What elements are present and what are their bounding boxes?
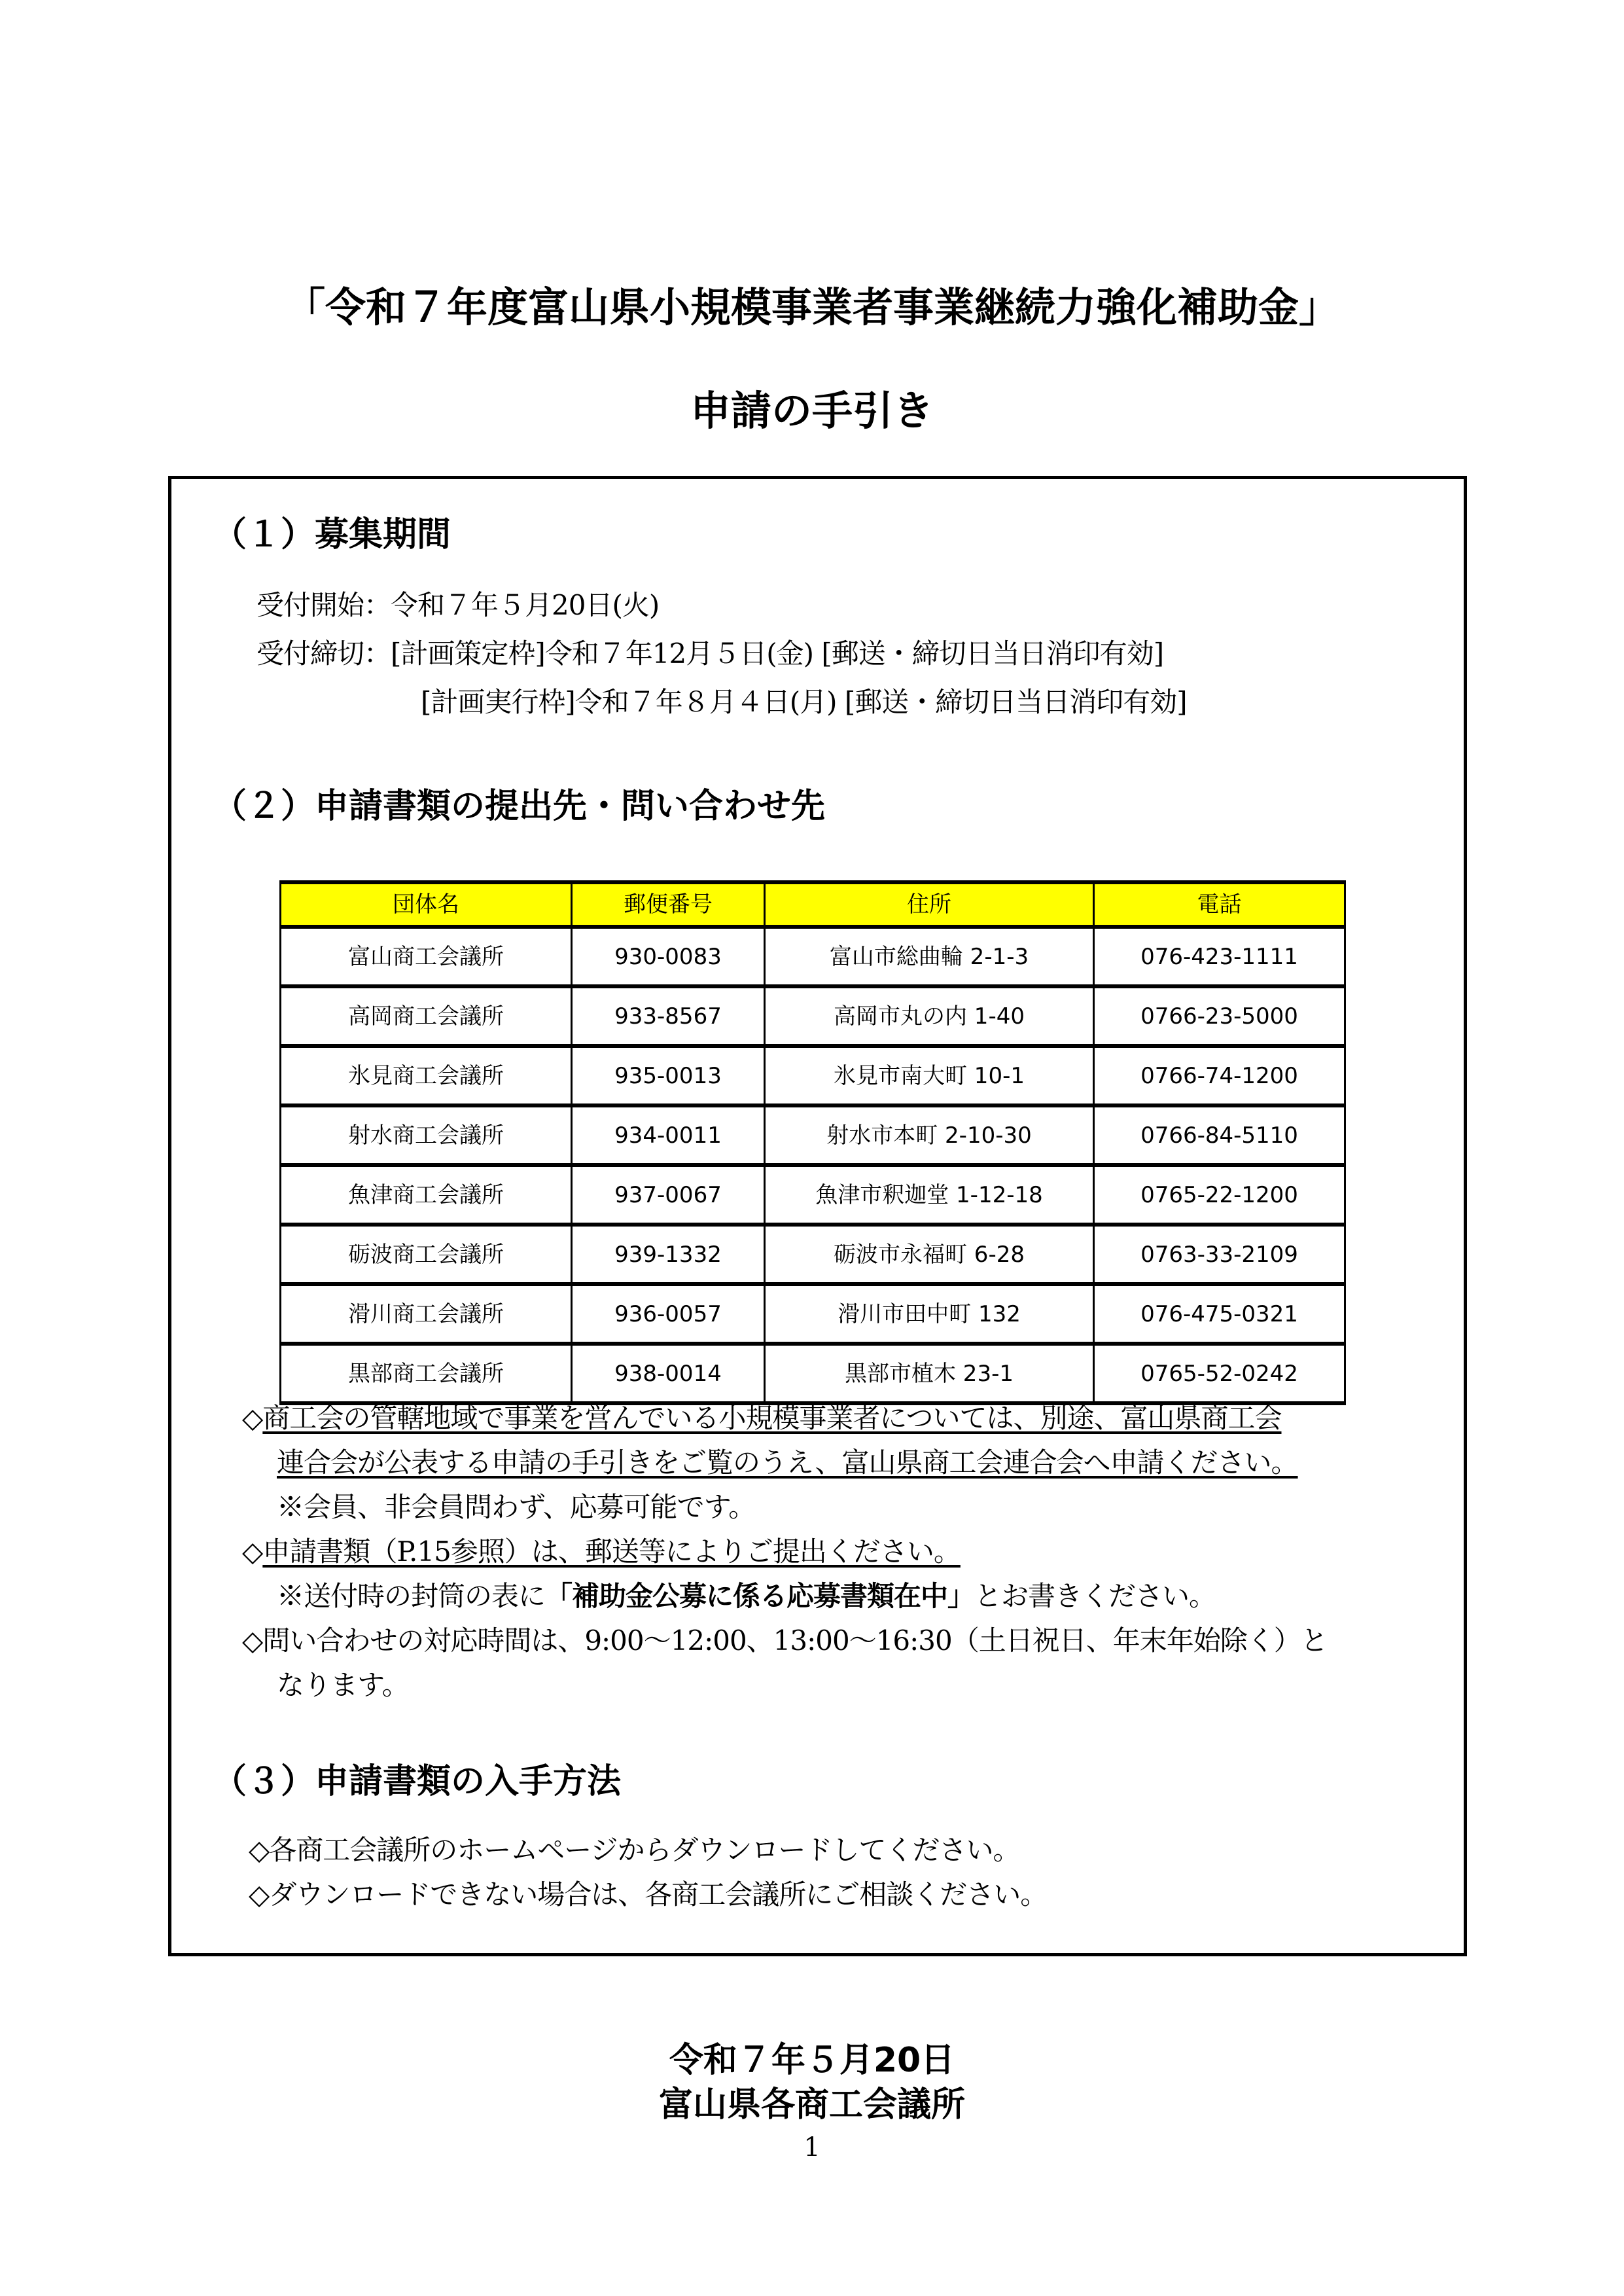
column-header-address: 住所 — [765, 882, 1094, 927]
column-header-postal-code: 郵便番号 — [572, 882, 765, 927]
phone-cell: 076-423-1111 — [1094, 927, 1345, 986]
deadline-exec-row — [421, 685, 1187, 720]
phone-cell: 0766-23-5000 — [1094, 986, 1345, 1046]
document-title: 「令和７年度富山県小規模事業者事業継続力強化補助金」 — [284, 283, 1339, 331]
diamond-bullet-icon: ◇ — [242, 1535, 263, 1568]
table-row — [281, 986, 1345, 1046]
table-header-row — [281, 882, 1345, 927]
phone-cell: 0763-33-2109 — [1094, 1225, 1345, 1284]
diamond-bullet-icon: ◇ — [242, 1624, 263, 1657]
postal-code-cell: 936-0057 — [572, 1284, 765, 1344]
download-instruction: ◇各商工会議所のホームページからダウンロードしてください。 — [249, 1834, 1020, 1866]
section2-heading: （２）申請書類の提出先・問い合わせ先 — [213, 787, 826, 826]
column-header-organization: 団体名 — [281, 882, 572, 927]
organization-cell: 黒部商工会議所 — [281, 1344, 572, 1403]
address-cell: 富山市総曲輪 2-1-3 — [765, 927, 1094, 986]
note1-line1-text: 商工会の管轄地域で事業を営んでいる小規模事業者については、別途、富山県商工会 — [262, 1402, 1282, 1434]
organization-cell: 富山商工会議所 — [281, 927, 572, 986]
application-start-row — [256, 588, 659, 623]
application-start-value: 令和７年５月20日(火) — [391, 589, 660, 621]
phone-cell: 0766-84-5110 — [1094, 1105, 1345, 1165]
phone-cell: 076-475-0321 — [1094, 1284, 1345, 1344]
organization-cell: 砺波商工会議所 — [281, 1225, 572, 1284]
note2-sub-suffix: とお書きください。 — [974, 1580, 1216, 1612]
application-start-label: 受付開始： — [256, 589, 391, 621]
organization-cell: 高岡商工会議所 — [281, 986, 572, 1046]
postal-code-cell: 930-0083 — [572, 927, 765, 986]
application-deadline-row — [256, 636, 1163, 672]
phone-cell: 0765-22-1200 — [1094, 1165, 1345, 1225]
page-number: 1 — [803, 2132, 821, 2162]
deadline-plan-value: 令和７年12月５日(金) — [544, 637, 814, 670]
postal-code-cell: 934-0011 — [572, 1105, 765, 1165]
note-hours-line2: なります。 — [277, 1669, 409, 1701]
deadline-plan-note: [郵送・締切日当日消印有効] — [821, 637, 1164, 670]
contact-table — [279, 880, 1346, 1405]
document-subtitle: 申請の手引き — [690, 387, 934, 435]
note1-line2-text: 連合会が公表する申請の手引きをご覧のうえ、富山県商工会連合会へ申請ください。 — [277, 1446, 1298, 1479]
note-chamber-of-commerce-line2 — [277, 1445, 1298, 1480]
deadline-exec-category: [計画実行枠] — [421, 686, 575, 718]
note-submission — [242, 1534, 961, 1570]
address-cell: 氷見市南大町 10-1 — [765, 1046, 1094, 1105]
diamond-bullet-icon: ◇ — [242, 1402, 263, 1434]
column-header-phone: 電話 — [1094, 882, 1345, 927]
postal-code-cell: 939-1332 — [572, 1225, 765, 1284]
phone-cell: 0765-52-0242 — [1094, 1344, 1345, 1403]
address-cell: 魚津市釈迦堂 1-12-18 — [765, 1165, 1094, 1225]
table-row — [281, 927, 1345, 986]
organization-cell: 魚津商工会議所 — [281, 1165, 572, 1225]
issuer-name: 富山県各商工会議所 — [658, 2085, 965, 2125]
note-envelope — [277, 1579, 1216, 1614]
postal-code-cell: 938-0014 — [572, 1344, 765, 1403]
section3-heading: （３）申請書類の入手方法 — [213, 1762, 622, 1801]
address-cell: 滑川市田中町 132 — [765, 1284, 1094, 1344]
postal-code-cell: 935-0013 — [572, 1046, 765, 1105]
note-membership: ※会員、非会員問わず、応募可能です。 — [277, 1491, 756, 1523]
postal-code-cell: 933-8567 — [572, 986, 765, 1046]
issue-date: 令和７年５月20日 — [669, 2041, 955, 2080]
application-deadline-label: 受付締切： — [256, 637, 391, 670]
postal-code-cell: 937-0067 — [572, 1165, 765, 1225]
note2-sub-prefix: ※送付時の封筒の表に — [277, 1580, 546, 1612]
deadline-exec-note: [郵送・締切日当日消印有効] — [844, 686, 1187, 718]
address-cell: 黒部市植木 23-1 — [765, 1344, 1094, 1403]
section1-heading: （１）募集期間 — [213, 515, 451, 554]
phone-cell: 0766-74-1200 — [1094, 1046, 1345, 1105]
organization-cell: 射水商工会議所 — [281, 1105, 572, 1165]
table-row — [281, 1284, 1345, 1344]
organization-cell: 滑川商工会議所 — [281, 1284, 572, 1344]
organization-cell: 氷見商工会議所 — [281, 1046, 572, 1105]
note3-line1-text: 問い合わせの対応時間は、9:00～12:00、13:00～16:30（土日祝日、年末年始除く）と — [262, 1624, 1328, 1657]
address-cell: 砺波市永福町 6-28 — [765, 1225, 1094, 1284]
note2-sub-emphasis: 「補助金公募に係る応募書類在中」 — [545, 1580, 975, 1612]
note2-text: 申請書類（P.15参照）は、郵送等によりご提出ください。 — [262, 1535, 961, 1568]
note-chamber-of-commerce-line1 — [242, 1401, 1281, 1436]
deadline-plan-category: [計画策定枠] — [391, 637, 545, 670]
deadline-exec-value: 令和７年８月４日(月) — [574, 686, 837, 718]
table-row — [281, 1225, 1345, 1284]
address-cell: 高岡市丸の内 1-40 — [765, 986, 1094, 1046]
table-row — [281, 1105, 1345, 1165]
address-cell: 射水市本町 2-10-30 — [765, 1105, 1094, 1165]
table-row — [281, 1165, 1345, 1225]
table-row — [281, 1046, 1345, 1105]
table-row — [281, 1344, 1345, 1403]
consult-instruction: ◇ダウンロードできない場合は、各商工会議所にご相談ください。 — [249, 1878, 1048, 1910]
note-hours-line1 — [242, 1623, 1328, 1659]
